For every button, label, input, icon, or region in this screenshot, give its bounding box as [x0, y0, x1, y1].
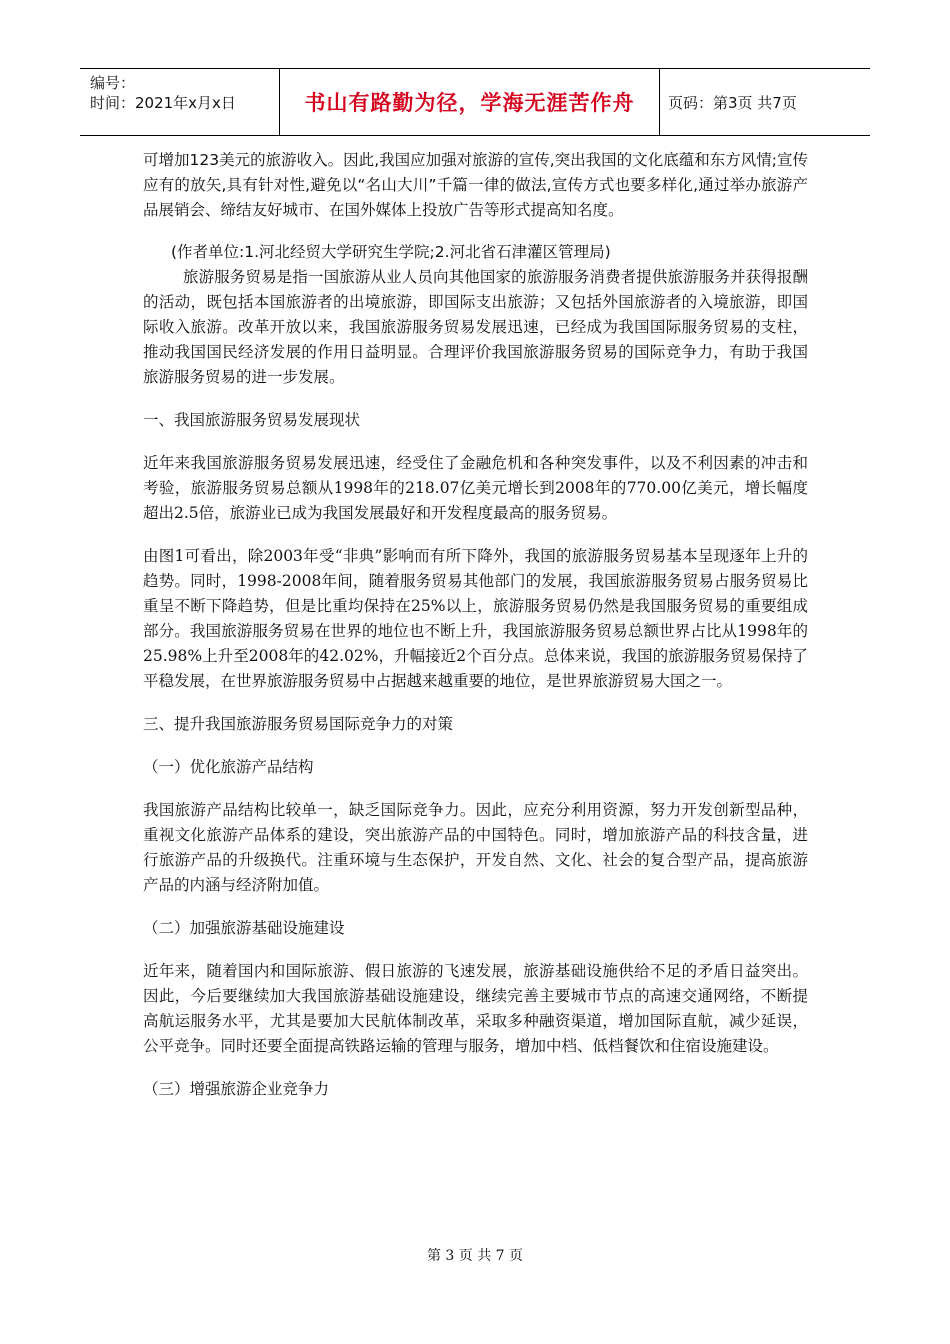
subsection-heading: （一）优化旅游产品结构	[143, 758, 314, 776]
document-time: 时间：2021年x月x日	[90, 94, 236, 112]
body-paragraph: 我国旅游产品结构比较单一，缺乏国际竞争力。因此，应充分利用资源，努力开发创新型品种，重视文化旅游产品体系的建设，突出旅游产品的中国特色。同时，增加旅游产品的科技含量，进行旅游产品的升级换代。注重环境与生态保护，开发自然、文化、社会的复合型产品，提高旅游产品的内涵与经济附加值。	[143, 801, 808, 894]
author-affiliation: (作者单位:1.河北经贸大学研究生学院;2.河北省石津灌区管理局)	[171, 243, 611, 261]
header-divider	[659, 69, 660, 135]
page-footer: 第 3 页 共 7 页	[426, 1248, 524, 1264]
body-paragraph: 旅游服务贸易是指一国旅游从业人员向其他国家的旅游服务消费者提供旅游服务并获得报酬的活动，既包括本国旅游者的出境旅游，即国际支出旅游；又包括外国旅游者的入境旅游，即国际收入旅游。改革开放以来，我国旅游服务贸易发展迅速，已经成为我国国际服务贸易的支柱，推动我国国民经济发展的作用日益明显。合理评价我国旅游服务贸易的国际竞争力，有助于我国旅游服务贸易的进一步发展。	[143, 268, 808, 386]
section-heading: 三、提升我国旅游服务贸易国际竞争力的对策	[143, 715, 454, 733]
body-paragraph: 由图1可看出，除2003年受“非典”影响而有所下降外，我国的旅游服务贸易基本呈现逐年上升的趋势。同时，1998-2008年间，随着服务贸易其他部门的发展，我国旅游服务贸易占服务贸易比重呈不断下降趋势，但是比重均保持在25%以上，旅游服务贸易仍然是我国服务贸易的重要组成部分。我国旅游服务贸易在世界的地位也不断上升，我国旅游服务贸易总额世界占比从1998年的25.98%上升至2008年的42.02%，升幅接近2个百分点。总体来说，我国的旅游服务贸易保持了平稳发展，在世界旅游服务贸易中占据越来越重要的地位，是世界旅游贸易大国之一。	[143, 547, 808, 690]
header-motto: 书山有路勤为径，学海无涯苦作舟	[304, 91, 635, 115]
body-paragraph: 近年来我国旅游服务贸易发展迅速，经受住了金融危机和各种突发事件，以及不利因素的冲击和考验，旅游服务贸易总额从1998年的218.07亿美元增长到2008年的770.00亿美元，增长幅度超出2.5倍，旅游业已成为我国发展最好和开发程度最高的服务贸易。	[143, 454, 808, 522]
body-paragraph: 近年来，随着国内和国际旅游、假日旅游的飞速发展，旅游基础设施供给不足的矛盾日益突出。因此，今后要继续加大我国旅游基础设施建设，继续完善主要城市节点的高速交通网络，不断提高航运服务水平，尤其是要加大民航体制改革，采取多种融资渠道，增加国际直航，减少延误，公平竞争。同时还要全面提高铁路运输的管理与服务，增加中档、低档餐饮和住宿设施建设。	[143, 962, 808, 1055]
section-heading: 一、我国旅游服务贸易发展现状	[143, 411, 361, 429]
subsection-heading: （三）增强旅游企业竞争力	[143, 1080, 330, 1098]
document-number-label: 编号：	[90, 74, 136, 92]
subsection-heading: （二）加强旅游基础设施建设	[143, 919, 345, 937]
header-meta	[90, 73, 236, 113]
intro-paragraph: 可增加123美元的旅游收入。因此,我国应加强对旅游的宣传,突出我国的文化底蕴和东方风情;宣传应有的放矢,具有针对性,避免以“名山大川”千篇一律的做法,宣传方式也要多样化,通过举办旅游产品展销会、缔结友好城市、在国外媒体上投放广告等形式提高知名度。	[143, 151, 808, 219]
page-header	[80, 68, 870, 136]
document-body	[143, 140, 808, 1102]
header-page-info: 页码：第3页 共7页	[668, 93, 797, 112]
